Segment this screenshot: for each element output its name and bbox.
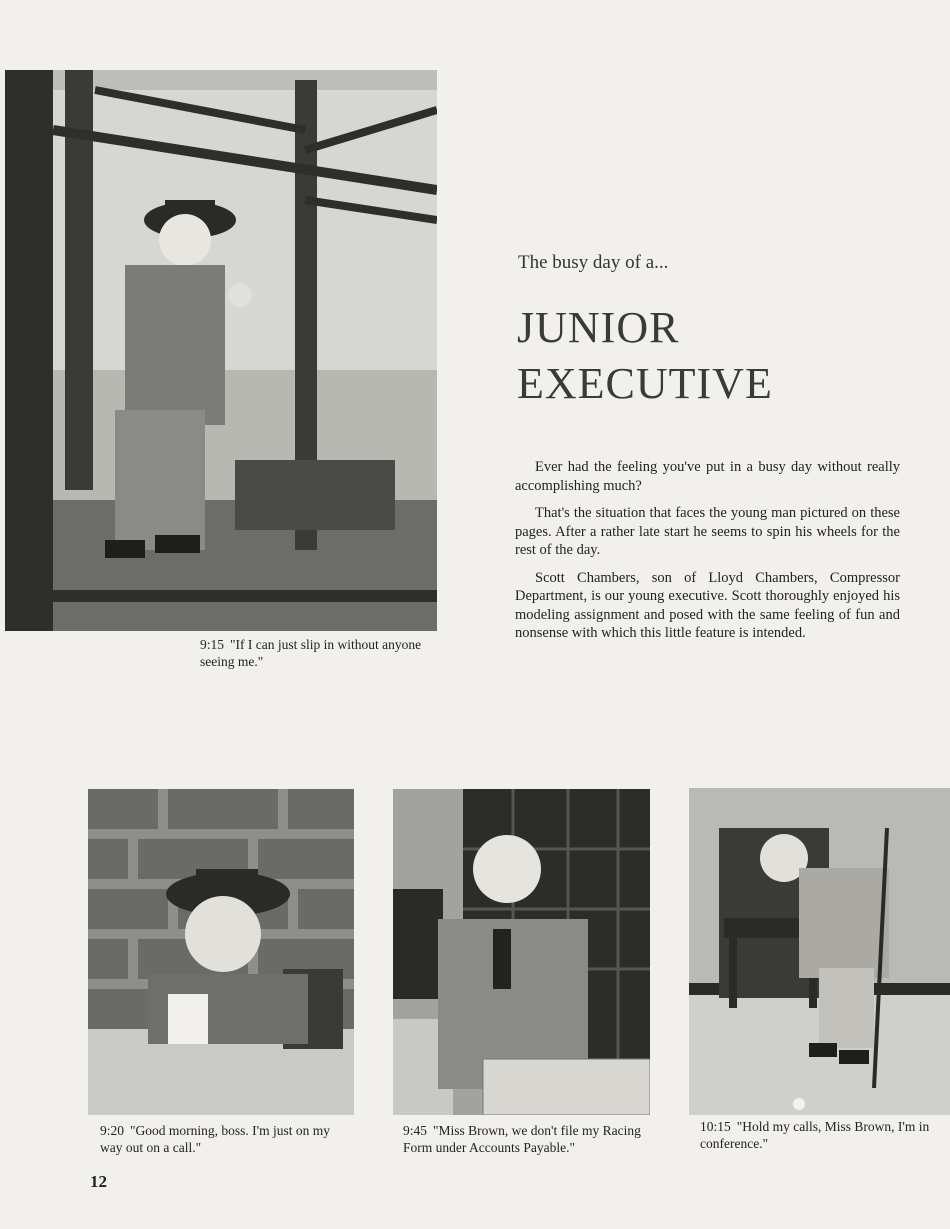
photo-boy-with-cup [88, 789, 354, 1115]
article-kicker: The busy day of a... [518, 252, 669, 273]
photo-caption-4 [700, 1118, 950, 1152]
caption-text: "Hold my calls, Miss Brown, I'm in conference." [700, 1119, 930, 1151]
photo-caption-3 [403, 1122, 648, 1156]
caption-time: 9:20 [100, 1123, 125, 1138]
article-headline [517, 300, 773, 412]
body-paragraph-3: Scott Chambers, son of Lloyd Chambers, Compressor Department, is our young executive. Scott thoroughly enjoyed his modeling assignment and posed with the same feeling of fun and nonsense with which this little feature is intended. [515, 569, 900, 641]
caption-text: "Miss Brown, we don't file my Racing Form under Accounts Payable." [403, 1123, 641, 1155]
photo-boy-putting-golf [689, 788, 950, 1115]
caption-text: "If I can just slip in without anyone seeing me." [200, 637, 422, 669]
body-paragraph-2: That's the situation that faces the young man pictured on these pages. After a rather late start he seems to spin his wheels for the rest of the day. [515, 505, 900, 558]
caption-time: 9:15 [200, 637, 225, 652]
article-body [515, 458, 900, 652]
photo-boy-at-glass-door [5, 70, 437, 631]
body-paragraph-1: Ever had the feeling you've put in a busy day without really accomplishing much? [515, 459, 900, 494]
headline-line-1: JUNIOR [517, 303, 680, 352]
page-number: 12 [90, 1172, 107, 1191]
headline-line-2: EXECUTIVE [517, 359, 773, 408]
photo-boy-at-filing-cabinet [393, 789, 650, 1115]
caption-time: 9:45 [403, 1123, 428, 1138]
caption-text: "Good morning, boss. I'm just on my way out on a call." [100, 1123, 330, 1155]
photo-caption-1 [200, 636, 440, 670]
caption-time: 10:15 [700, 1119, 731, 1134]
photo-caption-2 [100, 1122, 350, 1156]
